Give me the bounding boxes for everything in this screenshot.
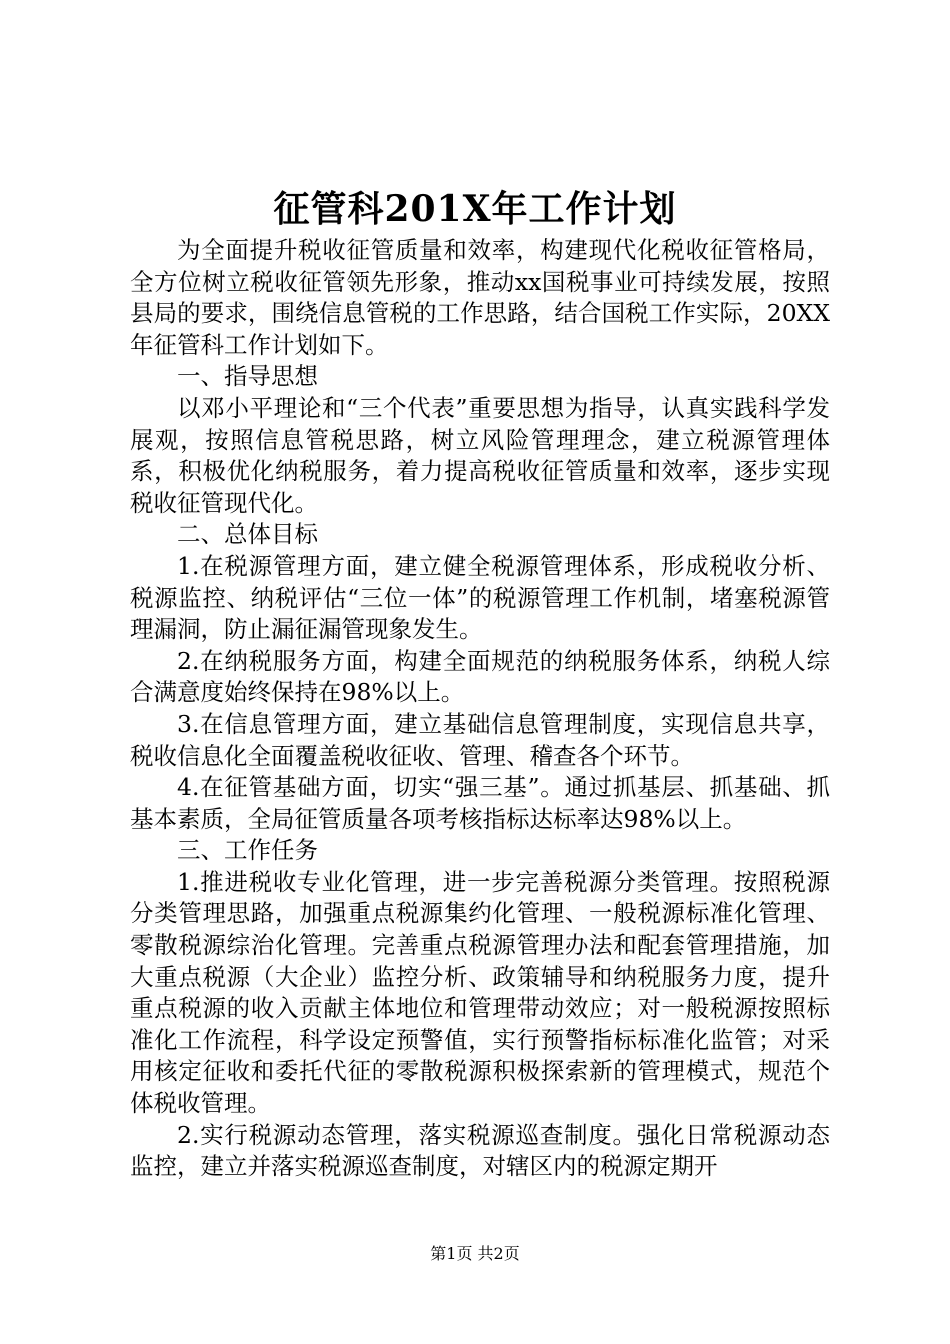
goal-item: 4.在征管基础方面，切实“强三基”。通过抓基层、抓基础、抓基本素质，全局征管质量各项考核指标达标率达98%以上。 [130,773,830,833]
task-item: 1.推进税收专业化管理，进一步完善税源分类管理。按照税源分类管理思路，加强重点税源集约化管理、一般税源标准化管理、零散税源综治化管理。完善重点税源管理办法和配套管理措施，加大重点税源（大企业）监控分析、政策辅导和纳税服务力度，提升重点税源的收入贡献主体地位和管理带动效应；对一般税源按照标准化工作流程，科学设定预警值，实行预警指标标准化监管；对采用核定征收和委托代征的零散税源积极探索新的管理模式，规范个体税收管理。 [130,867,830,1118]
body-paragraph: 以邓小平理论和“三个代表”重要思想为指导，认真实践科学发展观，按照信息管税思路，树立风险管理理念，建立税源管理体系，积极优化纳税服务，着力提高税收征管质量和效率，逐步实现税收征管现代化。 [130,393,830,517]
goal-item: 1.在税源管理方面，建立健全税源管理体系，形成税收分析、税源监控、纳税评估“三位一体”的税源管理工作机制，堵塞税源管理漏洞，防止漏征漏管现象发生。 [130,551,830,644]
section-heading-guiding-ideology: 一、指导思想 [177,362,318,391]
section-heading-overall-goals: 二、总体目标 [177,520,318,549]
goal-item: 2.在纳税服务方面，构建全面规范的纳税服务体系，纳税人综合满意度始终保持在98%以上。 [130,646,830,707]
section-heading-work-tasks: 三、工作任务 [177,836,318,865]
intro-paragraph: 为全面提升税收征管质量和效率，构建现代化税收征管格局，全方位树立税收征管领先形象，推动xx国税事业可持续发展，按照县局的要求，围绕信息管税的工作思路，结合国税工作实际，20XX年征管科工作计划如下。 [130,236,830,359]
page-footer: 第1页 共2页 [430,1244,520,1263]
task-item: 2.实行税源动态管理，落实税源巡查制度。强化日常税源动态监控，建立并落实税源巡查制度，对辖区内的税源定期开 [130,1120,830,1181]
goal-item: 3.在信息管理方面，建立基础信息管理制度，实现信息共享，税收信息化全面覆盖税收征收、管理、稽查各个环节。 [130,709,830,770]
document-body [130,235,830,1183]
document-title: 征管科201X年工作计划 [273,188,677,230]
